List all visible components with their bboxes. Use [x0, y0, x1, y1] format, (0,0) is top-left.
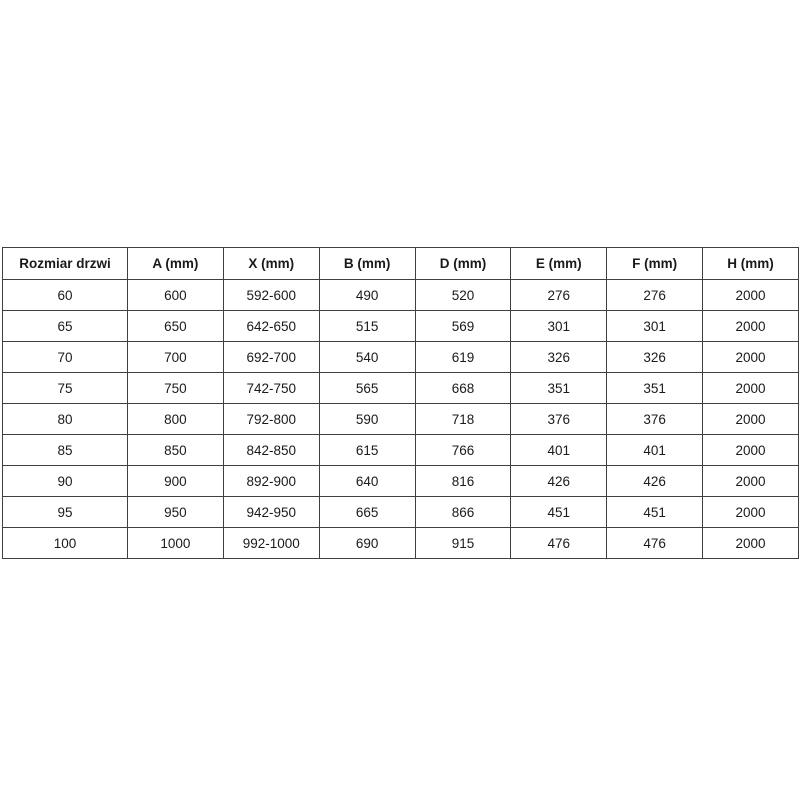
table-cell: 2000 [703, 435, 799, 466]
table-cell: 451 [607, 497, 703, 528]
table-body [3, 280, 799, 559]
table-cell: 619 [415, 342, 511, 373]
table-cell: 2000 [703, 342, 799, 373]
table-cell: 569 [415, 311, 511, 342]
table-cell: 376 [607, 404, 703, 435]
table-cell: 85 [3, 435, 128, 466]
table-cell: 592-600 [223, 280, 319, 311]
table-cell: 276 [607, 280, 703, 311]
table-cell: 351 [511, 373, 607, 404]
table-cell: 376 [511, 404, 607, 435]
table-cell: 600 [128, 280, 224, 311]
table-cell: 401 [607, 435, 703, 466]
table-cell: 665 [319, 497, 415, 528]
table-cell: 2000 [703, 528, 799, 559]
table-cell: 515 [319, 311, 415, 342]
table-cell: 2000 [703, 497, 799, 528]
table-cell: 100 [3, 528, 128, 559]
table-cell: 276 [511, 280, 607, 311]
table-cell: 750 [128, 373, 224, 404]
table-cell: 950 [128, 497, 224, 528]
table-cell: 900 [128, 466, 224, 497]
table-row [3, 342, 799, 373]
table-cell: 792-800 [223, 404, 319, 435]
table-cell: 866 [415, 497, 511, 528]
column-header: D (mm) [415, 248, 511, 280]
table-cell: 850 [128, 435, 224, 466]
header-row [3, 248, 799, 280]
table-cell: 992-1000 [223, 528, 319, 559]
table-cell: 90 [3, 466, 128, 497]
table-cell: 401 [511, 435, 607, 466]
table-cell: 590 [319, 404, 415, 435]
column-header: F (mm) [607, 248, 703, 280]
table-cell: 892-900 [223, 466, 319, 497]
table-row [3, 466, 799, 497]
column-header: A (mm) [128, 248, 224, 280]
table-cell: 2000 [703, 280, 799, 311]
table-cell: 690 [319, 528, 415, 559]
column-header: X (mm) [223, 248, 319, 280]
table-row [3, 497, 799, 528]
table-cell: 615 [319, 435, 415, 466]
table-cell: 60 [3, 280, 128, 311]
table-cell: 766 [415, 435, 511, 466]
table-cell: 476 [511, 528, 607, 559]
table-cell: 2000 [703, 311, 799, 342]
table-row [3, 404, 799, 435]
table-cell: 650 [128, 311, 224, 342]
table-cell: 540 [319, 342, 415, 373]
table-cell: 700 [128, 342, 224, 373]
table-cell: 668 [415, 373, 511, 404]
table-cell: 800 [128, 404, 224, 435]
table-cell: 2000 [703, 404, 799, 435]
table-cell: 692-700 [223, 342, 319, 373]
table-cell: 301 [511, 311, 607, 342]
table-row [3, 435, 799, 466]
table-cell: 2000 [703, 466, 799, 497]
table-cell: 520 [415, 280, 511, 311]
table-cell: 351 [607, 373, 703, 404]
table-cell: 326 [511, 342, 607, 373]
column-header: E (mm) [511, 248, 607, 280]
table-cell: 842-850 [223, 435, 319, 466]
table-cell: 95 [3, 497, 128, 528]
column-header: H (mm) [703, 248, 799, 280]
table-cell: 80 [3, 404, 128, 435]
table-cell: 301 [607, 311, 703, 342]
table-cell: 816 [415, 466, 511, 497]
table-cell: 476 [607, 528, 703, 559]
table-cell: 2000 [703, 373, 799, 404]
table-cell: 426 [607, 466, 703, 497]
table-cell: 451 [511, 497, 607, 528]
table-cell: 915 [415, 528, 511, 559]
table-cell: 942-950 [223, 497, 319, 528]
table-cell: 65 [3, 311, 128, 342]
table-cell: 75 [3, 373, 128, 404]
table-cell: 718 [415, 404, 511, 435]
table-row [3, 373, 799, 404]
table-cell: 426 [511, 466, 607, 497]
table-cell: 70 [3, 342, 128, 373]
table-row [3, 311, 799, 342]
table-cell: 1000 [128, 528, 224, 559]
table-cell: 565 [319, 373, 415, 404]
table-row [3, 280, 799, 311]
table-cell: 642-650 [223, 311, 319, 342]
door-size-spec-table [2, 247, 799, 559]
column-header: Rozmiar drzwi [3, 248, 128, 280]
table-cell: 326 [607, 342, 703, 373]
table-cell: 640 [319, 466, 415, 497]
table-cell: 742-750 [223, 373, 319, 404]
column-header: B (mm) [319, 248, 415, 280]
table-row [3, 528, 799, 559]
table-cell: 490 [319, 280, 415, 311]
